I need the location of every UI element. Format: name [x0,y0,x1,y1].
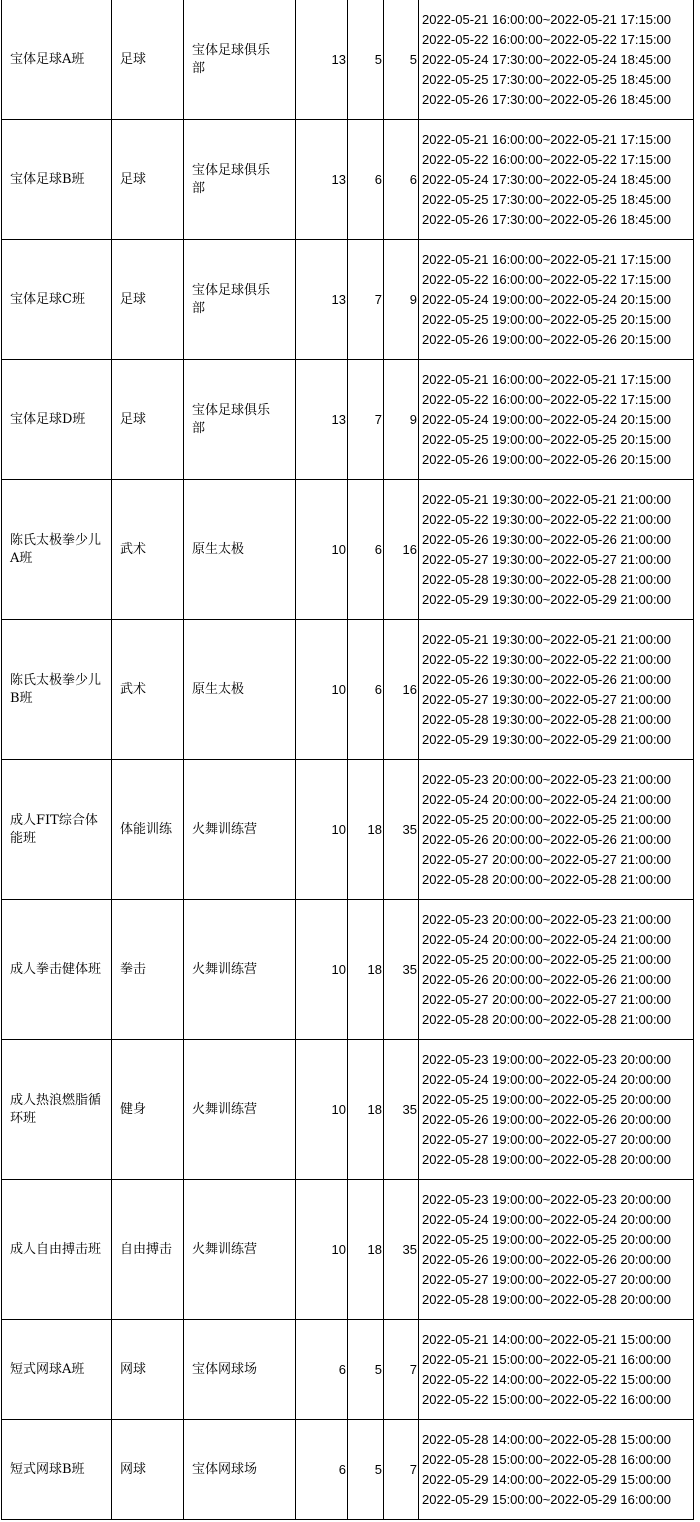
count-a-cell: 6 [296,1320,348,1420]
class-name-cell: 成人FIT综合体能班 [2,760,112,900]
session-time: 2022-05-23 20:00:00~2022-05-23 21:00:00 [422,911,672,927]
session-time: 2022-05-27 19:30:00~2022-05-27 21:00:00 [422,551,672,567]
count-c-cell: 16 [384,480,419,620]
count-a-cell: 13 [296,0,348,120]
count-c-cell: 35 [384,760,419,900]
session-time: 2022-05-21 14:00:00~2022-05-21 15:00:00 [422,1331,672,1347]
session-time: 2022-05-23 19:00:00~2022-05-23 20:00:00 [422,1051,672,1067]
table-row [2,480,694,620]
organizer-cell: 原生太极 [184,480,296,620]
session-time: 2022-05-26 17:30:00~2022-05-26 18:45:00 [422,211,672,227]
session-time: 2022-05-29 19:30:00~2022-05-29 21:00:00 [422,731,672,747]
session-time: 2022-05-21 19:30:00~2022-05-21 21:00:00 [422,631,672,647]
sport-cell: 拳击 [112,900,184,1040]
count-b-cell: 7 [348,240,384,360]
count-c-cell: 35 [384,1040,419,1180]
count-b-cell: 5 [348,1420,384,1520]
session-time: 2022-05-22 14:00:00~2022-05-22 15:00:00 [422,1371,672,1387]
table-row [2,120,694,240]
count-b-cell: 7 [348,360,384,480]
count-c-cell: 16 [384,620,419,760]
session-time: 2022-05-25 19:00:00~2022-05-25 20:00:00 [422,1091,672,1107]
table-row [2,900,694,1040]
session-time: 2022-05-25 19:00:00~2022-05-25 20:15:00 [422,311,672,327]
sessions-cell [419,1180,694,1320]
session-time: 2022-05-21 19:30:00~2022-05-21 21:00:00 [422,491,672,507]
class-schedule-table [1,0,694,1520]
sessions-cell [419,120,694,240]
sport-cell: 体能训练 [112,760,184,900]
sessions-cell [419,1320,694,1420]
count-c-cell: 9 [384,360,419,480]
table-row [2,360,694,480]
session-time: 2022-05-22 15:00:00~2022-05-22 16:00:00 [422,1391,672,1407]
table-row [2,1180,694,1320]
session-time: 2022-05-24 19:00:00~2022-05-24 20:00:00 [422,1211,672,1227]
count-b-cell: 18 [348,760,384,900]
count-b-cell: 18 [348,900,384,1040]
organizer-cell: 火舞训练营 [184,900,296,1040]
class-schedule-body [2,0,694,1520]
class-name-cell: 成人自由搏击班 [2,1180,112,1320]
session-time: 2022-05-28 19:30:00~2022-05-28 21:00:00 [422,571,672,587]
count-c-cell: 7 [384,1420,419,1520]
session-time: 2022-05-27 19:30:00~2022-05-27 21:00:00 [422,691,672,707]
count-b-cell: 18 [348,1040,384,1180]
sport-cell: 健身 [112,1040,184,1180]
class-name-cell: 宝体足球C班 [2,240,112,360]
session-time: 2022-05-28 19:00:00~2022-05-28 20:00:00 [422,1151,672,1167]
organizer-cell: 火舞训练营 [184,760,296,900]
organizer-cell: 宝体网球场 [184,1320,296,1420]
sessions-cell [419,240,694,360]
class-name-cell: 成人热浪燃脂循环班 [2,1040,112,1180]
session-time: 2022-05-29 15:00:00~2022-05-29 16:00:00 [422,1491,672,1507]
session-time: 2022-05-24 19:00:00~2022-05-24 20:00:00 [422,1071,672,1087]
count-c-cell: 35 [384,1180,419,1320]
sport-cell: 网球 [112,1420,184,1520]
session-time: 2022-05-25 17:30:00~2022-05-25 18:45:00 [422,71,672,87]
organizer-cell: 原生太极 [184,620,296,760]
class-name-cell: 短式网球A班 [2,1320,112,1420]
session-time: 2022-05-25 17:30:00~2022-05-25 18:45:00 [422,191,672,207]
table-row [2,1420,694,1520]
session-time: 2022-05-21 15:00:00~2022-05-21 16:00:00 [422,1351,672,1367]
count-c-cell: 7 [384,1320,419,1420]
sport-cell: 武术 [112,620,184,760]
class-name-cell: 短式网球B班 [2,1420,112,1520]
table-row [2,1040,694,1180]
session-time: 2022-05-23 19:00:00~2022-05-23 20:00:00 [422,1191,672,1207]
organizer-cell: 宝体网球场 [184,1420,296,1520]
session-time: 2022-05-27 19:00:00~2022-05-27 20:00:00 [422,1131,672,1147]
sport-cell: 足球 [112,0,184,120]
session-time: 2022-05-28 14:00:00~2022-05-28 15:00:00 [422,1431,672,1447]
session-time: 2022-05-24 17:30:00~2022-05-24 18:45:00 [422,51,672,67]
session-time: 2022-05-26 20:00:00~2022-05-26 21:00:00 [422,831,672,847]
session-time: 2022-05-24 17:30:00~2022-05-24 18:45:00 [422,171,672,187]
sport-cell: 足球 [112,240,184,360]
count-a-cell: 13 [296,120,348,240]
count-c-cell: 35 [384,900,419,1040]
session-time: 2022-05-29 14:00:00~2022-05-29 15:00:00 [422,1471,672,1487]
session-time: 2022-05-22 19:30:00~2022-05-22 21:00:00 [422,651,672,667]
sport-cell: 足球 [112,120,184,240]
session-time: 2022-05-22 16:00:00~2022-05-22 17:15:00 [422,271,672,287]
session-time: 2022-05-22 16:00:00~2022-05-22 17:15:00 [422,31,672,47]
count-a-cell: 13 [296,240,348,360]
sessions-cell [419,760,694,900]
count-a-cell: 10 [296,1040,348,1180]
count-a-cell: 10 [296,480,348,620]
count-c-cell: 6 [384,120,419,240]
session-time: 2022-05-21 16:00:00~2022-05-21 17:15:00 [422,251,672,267]
session-time: 2022-05-29 19:30:00~2022-05-29 21:00:00 [422,591,672,607]
session-time: 2022-05-28 19:00:00~2022-05-28 20:00:00 [422,1291,672,1307]
class-name-cell: 陈氏太极拳少儿A班 [2,480,112,620]
organizer-cell: 宝体足球俱乐部 [184,240,296,360]
session-time: 2022-05-26 17:30:00~2022-05-26 18:45:00 [422,91,672,107]
sport-cell: 网球 [112,1320,184,1420]
session-time: 2022-05-25 20:00:00~2022-05-25 21:00:00 [422,951,672,967]
session-time: 2022-05-23 20:00:00~2022-05-23 21:00:00 [422,771,672,787]
table-row [2,1320,694,1420]
class-name-cell: 宝体足球A班 [2,0,112,120]
session-time: 2022-05-26 19:30:00~2022-05-26 21:00:00 [422,671,672,687]
session-time: 2022-05-27 20:00:00~2022-05-27 21:00:00 [422,851,672,867]
sessions-cell [419,620,694,760]
session-time: 2022-05-28 20:00:00~2022-05-28 21:00:00 [422,1011,672,1027]
count-b-cell: 6 [348,120,384,240]
count-a-cell: 10 [296,900,348,1040]
count-b-cell: 5 [348,1320,384,1420]
count-b-cell: 18 [348,1180,384,1320]
session-time: 2022-05-26 19:30:00~2022-05-26 21:00:00 [422,531,672,547]
count-b-cell: 6 [348,620,384,760]
class-name-cell: 成人拳击健体班 [2,900,112,1040]
sessions-cell [419,480,694,620]
organizer-cell: 火舞训练营 [184,1180,296,1320]
class-name-cell: 宝体足球D班 [2,360,112,480]
table-row [2,760,694,900]
session-time: 2022-05-27 20:00:00~2022-05-27 21:00:00 [422,991,672,1007]
session-time: 2022-05-26 19:00:00~2022-05-26 20:15:00 [422,331,672,347]
session-time: 2022-05-28 19:30:00~2022-05-28 21:00:00 [422,711,672,727]
session-time: 2022-05-26 19:00:00~2022-05-26 20:00:00 [422,1251,672,1267]
session-time: 2022-05-21 16:00:00~2022-05-21 17:15:00 [422,11,672,27]
session-time: 2022-05-24 20:00:00~2022-05-24 21:00:00 [422,791,672,807]
session-time: 2022-05-22 19:30:00~2022-05-22 21:00:00 [422,511,672,527]
sport-cell: 武术 [112,480,184,620]
count-a-cell: 13 [296,360,348,480]
count-a-cell: 6 [296,1420,348,1520]
session-time: 2022-05-28 15:00:00~2022-05-28 16:00:00 [422,1451,672,1467]
count-a-cell: 10 [296,1180,348,1320]
session-time: 2022-05-25 19:00:00~2022-05-25 20:15:00 [422,431,672,447]
session-time: 2022-05-22 16:00:00~2022-05-22 17:15:00 [422,151,672,167]
session-time: 2022-05-24 19:00:00~2022-05-24 20:15:00 [422,291,672,307]
organizer-cell: 宝体足球俱乐部 [184,360,296,480]
sport-cell: 自由搏击 [112,1180,184,1320]
sessions-cell [419,360,694,480]
table-row [2,240,694,360]
session-time: 2022-05-25 20:00:00~2022-05-25 21:00:00 [422,811,672,827]
count-b-cell: 5 [348,0,384,120]
session-time: 2022-05-28 20:00:00~2022-05-28 21:00:00 [422,871,672,887]
session-time: 2022-05-26 19:00:00~2022-05-26 20:00:00 [422,1111,672,1127]
table-row [2,0,694,120]
count-b-cell: 6 [348,480,384,620]
table-row [2,620,694,760]
session-time: 2022-05-26 20:00:00~2022-05-26 21:00:00 [422,971,672,987]
class-name-cell: 陈氏太极拳少儿B班 [2,620,112,760]
session-time: 2022-05-24 19:00:00~2022-05-24 20:15:00 [422,411,672,427]
session-time: 2022-05-26 19:00:00~2022-05-26 20:15:00 [422,451,672,467]
session-time: 2022-05-21 16:00:00~2022-05-21 17:15:00 [422,131,672,147]
count-c-cell: 5 [384,0,419,120]
sessions-cell [419,1420,694,1520]
sport-cell: 足球 [112,360,184,480]
sessions-cell [419,900,694,1040]
organizer-cell: 宝体足球俱乐部 [184,0,296,120]
session-time: 2022-05-21 16:00:00~2022-05-21 17:15:00 [422,371,672,387]
count-c-cell: 9 [384,240,419,360]
session-time: 2022-05-24 20:00:00~2022-05-24 21:00:00 [422,931,672,947]
sessions-cell [419,0,694,120]
organizer-cell: 宝体足球俱乐部 [184,120,296,240]
session-time: 2022-05-25 19:00:00~2022-05-25 20:00:00 [422,1231,672,1247]
organizer-cell: 火舞训练营 [184,1040,296,1180]
count-a-cell: 10 [296,760,348,900]
session-time: 2022-05-27 19:00:00~2022-05-27 20:00:00 [422,1271,672,1287]
sessions-cell [419,1040,694,1180]
count-a-cell: 10 [296,620,348,760]
session-time: 2022-05-22 16:00:00~2022-05-22 17:15:00 [422,391,672,407]
class-name-cell: 宝体足球B班 [2,120,112,240]
